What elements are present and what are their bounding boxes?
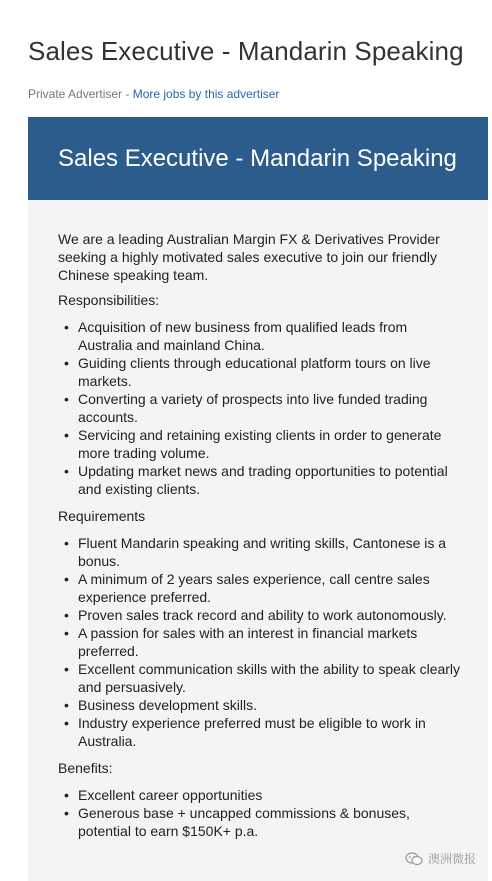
wechat-icon xyxy=(405,852,423,866)
list-item: • Updating market news and trading opportunities to potential and existing clients. xyxy=(78,462,462,498)
more-jobs-link[interactable]: More jobs by this advertiser xyxy=(132,87,280,101)
requirements-heading: Requirements xyxy=(58,508,146,524)
list-item: • Excellent communication skills with the ability to speak clearly and persuasively. xyxy=(78,660,462,696)
list-item: • Generous base + uncapped commissions & bonuses, potential to earn $150K+ p.a. xyxy=(78,804,462,840)
card-header-title: Sales Executive - Mandarin Speaking xyxy=(58,144,457,172)
advertiser-label: Private Advertiser - xyxy=(28,87,133,101)
job-description-card xyxy=(28,117,488,881)
responsibilities-list xyxy=(58,318,462,498)
list-item: • Acquisition of new business from qualified leads from Australia and mainland China. xyxy=(78,318,462,354)
benefits-heading: Benefits: xyxy=(58,760,113,776)
list-item: • A passion for sales with an interest in financial markets preferred. xyxy=(78,624,462,660)
watermark-text: 澳洲微报 xyxy=(428,852,477,866)
list-item: • Servicing and retaining existing clients in order to generate more trading volume. xyxy=(78,426,462,462)
advertiser-line xyxy=(28,87,279,101)
card-header xyxy=(28,117,488,200)
list-item: • Business development skills. xyxy=(78,696,462,714)
list-item: • Industry experience preferred must be eligible to work in Australia. xyxy=(78,714,462,750)
card-body xyxy=(28,200,488,840)
list-item: • Guiding clients through educational platform tours on live markets. xyxy=(78,354,462,390)
list-item: • A minimum of 2 years sales experience, call centre sales experience preferred. xyxy=(78,570,462,606)
watermark xyxy=(405,850,476,867)
page-title: Sales Executive - Mandarin Speaking xyxy=(28,36,464,66)
list-item: • Excellent career opportunities xyxy=(78,786,462,804)
benefits-list xyxy=(58,786,462,840)
list-item: • Proven sales track record and ability to work autonomously. xyxy=(78,606,462,624)
requirements-list xyxy=(58,534,462,750)
responsibilities-heading: Responsibilities: xyxy=(58,292,160,308)
intro-paragraph: We are a leading Australian Margin FX & Derivatives Provider seeking a highly motivated sales executive to join our friendly Chinese speaking team. xyxy=(58,231,440,283)
list-item: • Converting a variety of prospects into live funded trading accounts. xyxy=(78,390,462,426)
list-item: • Fluent Mandarin speaking and writing skills, Cantonese is a bonus. xyxy=(78,534,462,570)
